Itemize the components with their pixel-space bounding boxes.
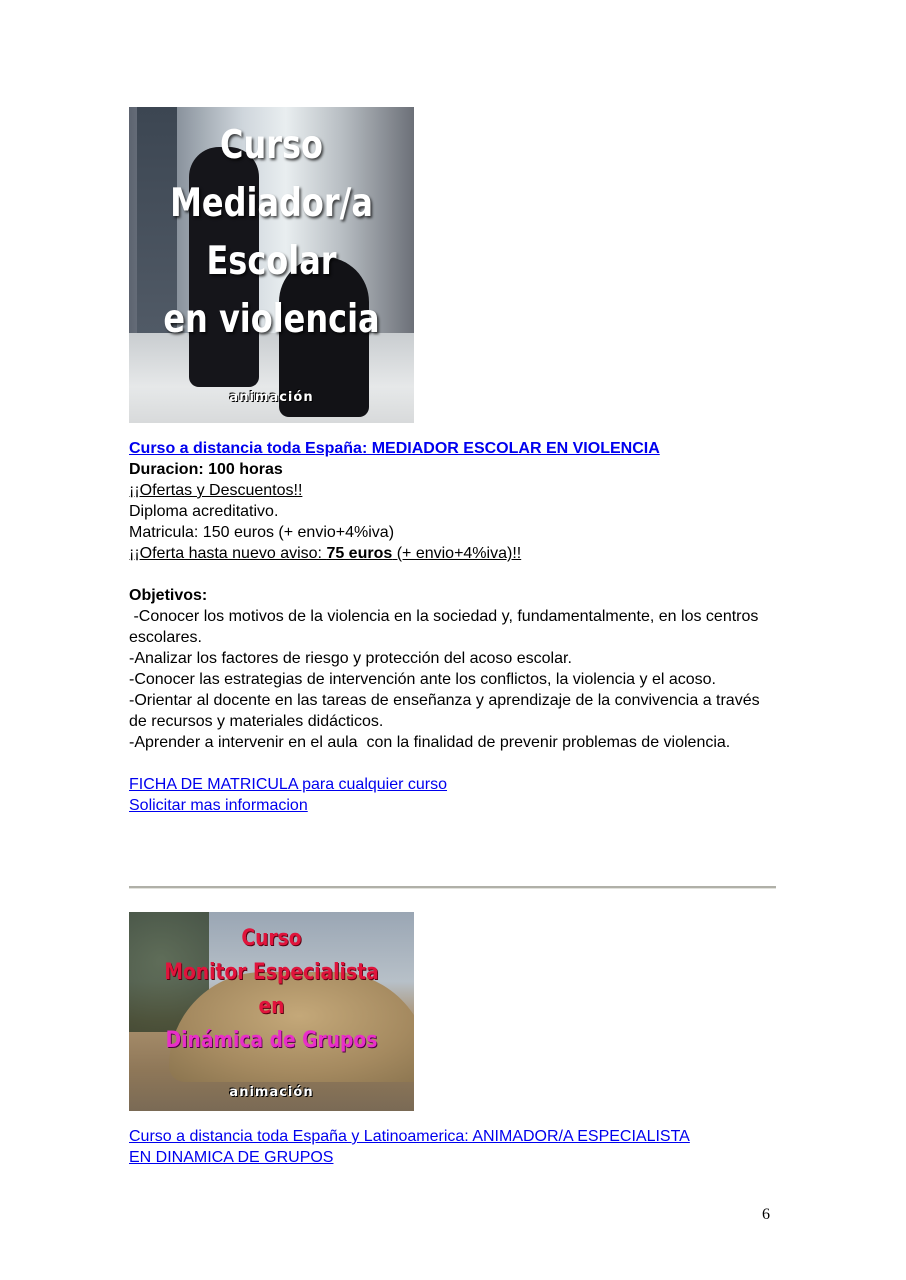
image-title: Curso Monitor Especialista en Dinámica de Grupos — [164, 926, 379, 1053]
image-title: Curso Mediador/a Escolar en violencia — [163, 123, 380, 342]
course1-offer-price: 75 euros — [326, 545, 393, 562]
course1-offer-line: ¡¡Oferta hasta nuevo aviso: 75 euros (+ envio+4%iva)!! — [129, 545, 522, 562]
objective-item: -Analizar los factores de riesgo y protección del acoso escolar. — [129, 650, 572, 667]
image-brand-logo: animación — [229, 1085, 314, 1100]
course1-details — [129, 438, 779, 816]
course2-details — [129, 1126, 779, 1168]
section-divider — [129, 886, 776, 889]
course1-matricula: Matricula: 150 euros (+ envio+4%iva) — [129, 524, 395, 541]
objective-item: -Orientar al docente en las tareas de enseñanza y aprendizaje de la convivencia a través de recursos y materiales didácticos. — [129, 692, 760, 730]
image-brand-logo: animación — [229, 390, 314, 405]
objective-item: -Conocer las estrategias de intervención ante los conflictos, la violencia y el acoso. — [129, 671, 716, 688]
course1-offers: ¡¡Ofertas y Descuentos!! — [129, 482, 303, 499]
page-number: 6 — [762, 1206, 770, 1223]
course1-duration: Duracion: 100 horas — [129, 461, 283, 478]
solicitar-info-link[interactable]: Solicitar mas informacion — [129, 797, 308, 814]
course-image-mediador — [129, 107, 414, 423]
objective-item: -Aprender a intervenir en el aula con la finalidad de prevenir problemas de violencia. — [129, 734, 731, 751]
ficha-matricula-link[interactable]: FICHA DE MATRICULA para cualquier curso — [129, 776, 448, 793]
course2-title-link[interactable]: Curso a distancia toda España y Latinoamerica: ANIMADOR/A ESPECIALISTA EN DINAMICA DE GRUPOS — [129, 1128, 690, 1166]
course1-diploma: Diploma acreditativo. — [129, 503, 279, 520]
course-image-dinamica — [129, 912, 414, 1111]
course1-title-link[interactable]: Curso a distancia toda España: MEDIADOR ESCOLAR EN VIOLENCIA — [129, 440, 660, 457]
objective-item: -Conocer los motivos de la violencia en la sociedad y, fundamentalmente, en los centros escolares. — [129, 608, 763, 646]
objectives-heading: Objetivos: — [129, 587, 208, 604]
